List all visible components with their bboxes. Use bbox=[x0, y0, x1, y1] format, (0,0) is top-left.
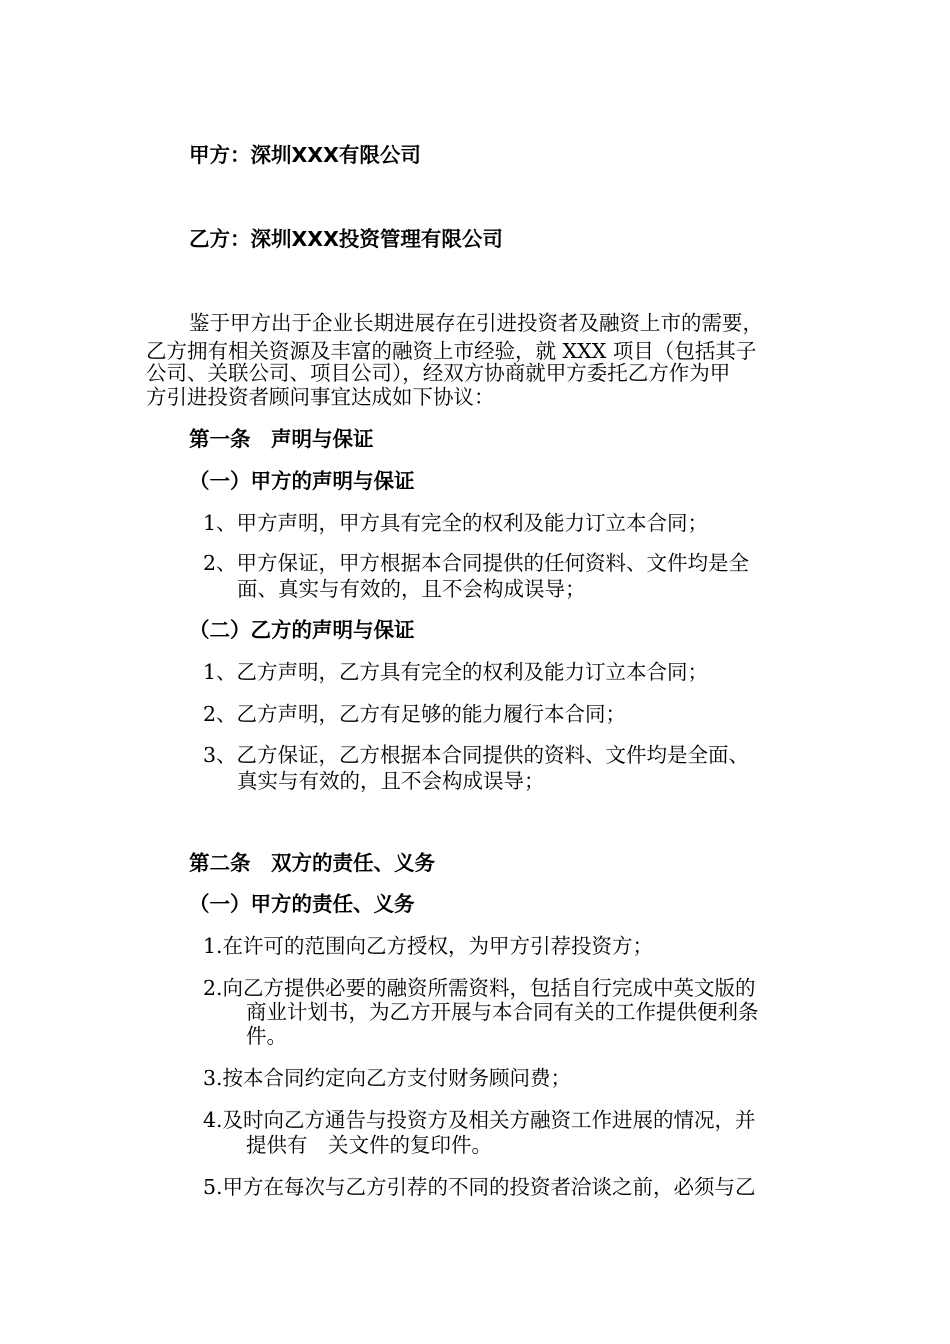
article-1-heading: 第一条 声明与保证 bbox=[189, 427, 374, 451]
preamble-line-4: 方引进投资者顾问事宜达成如下协议： bbox=[146, 385, 495, 409]
preamble-line-1: 鉴于甲方出于企业长期进展存在引进投资者及融资上市的需要， bbox=[189, 311, 763, 335]
article-1-b-item-1: 1、乙方声明，乙方具有完全的权利及能力订立本合同； bbox=[203, 660, 709, 684]
article-1-b-item-3: 3、乙方保证，乙方根据本合同提供的资料、文件均是全面、 bbox=[203, 743, 750, 767]
article-1-b-item-2: 2、乙方声明，乙方有足够的能力履行本合同； bbox=[203, 702, 627, 726]
article-2-section-a-heading: （一）甲方的责任、义务 bbox=[189, 892, 415, 916]
article-2-heading: 第二条 双方的责任、义务 bbox=[189, 851, 435, 875]
preamble-line-2: 乙方拥有相关资源及丰富的融资上市经验，就 XXX 项目（包括其子 bbox=[146, 339, 757, 363]
article-1-section-a-heading: （一）甲方的声明与保证 bbox=[189, 469, 415, 493]
article-1-b-item-3-cont: 真实与有效的，且不会构成误导； bbox=[237, 769, 545, 793]
party-b-line: 乙方：深圳XXX投资管理有限公司 bbox=[189, 227, 503, 251]
article-2-a-item-5: 5.甲方在每次与乙方引荐的不同的投资者洽谈之前，必须与乙 bbox=[203, 1175, 756, 1199]
article-2-a-item-3: 3.按本合同约定向乙方支付财务顾问费； bbox=[203, 1066, 572, 1090]
article-2-a-item-4-cont: 提供有 关文件的复印件。 bbox=[246, 1133, 492, 1157]
article-2-a-item-1: 1.在许可的范围向乙方授权，为甲方引荐投资方； bbox=[203, 934, 654, 958]
article-2-a-item-2: 2.向乙方提供必要的融资所需资料，包括自行完成中英文版的 bbox=[203, 976, 756, 1000]
party-a-line: 甲方：深圳XXX有限公司 bbox=[189, 143, 421, 167]
article-2-a-item-2-cont-2: 件。 bbox=[246, 1024, 287, 1048]
article-1-a-item-1: 1、甲方声明，甲方具有完全的权利及能力订立本合同； bbox=[203, 511, 709, 535]
article-1-a-item-2-cont: 面、真实与有效的，且不会构成误导； bbox=[237, 577, 586, 601]
article-2-a-item-4: 4.及时向乙方通告与投资方及相关方融资工作进展的情况，并 bbox=[203, 1108, 756, 1132]
article-1-section-b-heading: （二）乙方的声明与保证 bbox=[189, 618, 415, 642]
preamble-line-3: 公司、关联公司、项目公司），经双方协商就甲方委托乙方作为甲 bbox=[146, 361, 731, 385]
article-2-a-item-2-cont-1: 商业计划书，为乙方开展与本合同有关的工作提供便利条 bbox=[246, 1000, 759, 1024]
article-1-a-item-2: 2、甲方保证，甲方根据本合同提供的任何资料、文件均是全 bbox=[203, 551, 750, 575]
